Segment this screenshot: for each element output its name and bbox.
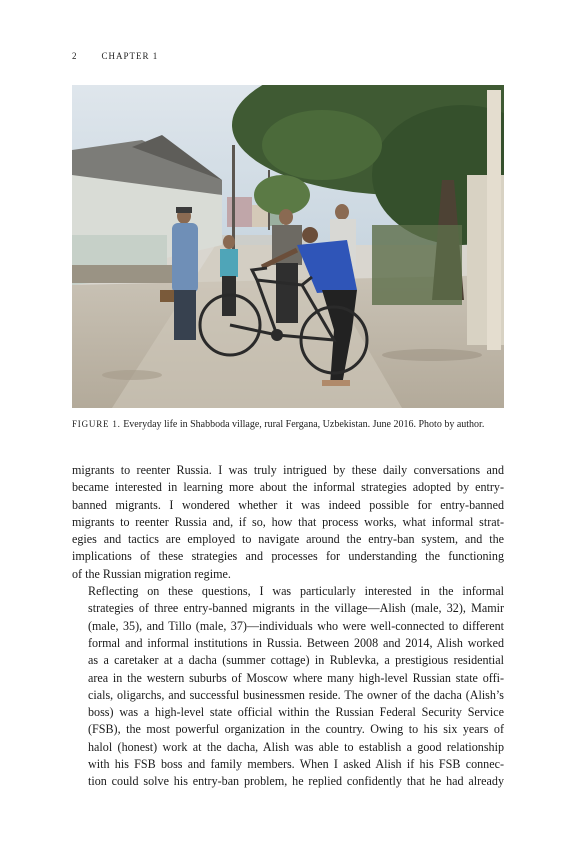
- text-line: strategies of three entry-banned migrants in the village—Alish (male, 32), Mamir: [88, 601, 504, 616]
- text-line: migrants to reenter Russia and, if so, how that process works, what informal strat-: [72, 514, 504, 529]
- text-line: implications of these strategies and processes for understanding the functioning: [72, 549, 504, 564]
- figure-caption: [72, 417, 504, 432]
- body-text: [72, 462, 504, 791]
- chapter-heading: CHAPTER 1: [101, 51, 159, 61]
- text-line: egies and tactics are employed to navigate around the entry-ban system, and the: [72, 532, 504, 547]
- figure-label: FIGURE 1.: [72, 419, 121, 429]
- figure-caption-text: Everyday life in Shabboda village, rural Fergana, Uzbekistan. June 2016. Photo by author.: [123, 419, 485, 430]
- text-line: tion could solve his entry-ban problem, he replied confidently that he had already: [88, 774, 504, 789]
- page-number: 2: [72, 51, 78, 61]
- text-line: Reflecting on these questions, I was particularly interested in the informal: [88, 584, 504, 599]
- text-line: formal and informal institutions in Russia. Between 2008 and 2014, Alish worked: [88, 635, 504, 650]
- text-line: became interested in learning more about the informal strategies adopted by entry-: [72, 480, 504, 495]
- text-line: (FSB), the most powerful organization in the country. Owing to his six years of: [88, 722, 504, 737]
- running-head: [72, 51, 158, 61]
- text-line: boss) was a high-level state official within the Russian Federal Security Service: [88, 705, 504, 720]
- text-line: area in the western suburbs of Moscow where many high-level Russian state offi-: [88, 670, 504, 685]
- text-line: (male, 35), and Tillo (male, 37)—individuals who were well-connected to different: [88, 618, 504, 633]
- paragraph: [72, 462, 504, 583]
- text-line: halol (honest) work at the dacha, Alish was able to establish a good relationship: [88, 739, 504, 754]
- text-line: with his FSB boss and family members. When I asked Alish if his FSB connec-: [88, 757, 504, 772]
- text-line: as a caretaker at a dacha (summer cottage) in Rublevka, a prestigious residential: [88, 653, 504, 668]
- text-line: of the Russian migration regime.: [72, 566, 231, 581]
- village-photo: [72, 85, 504, 408]
- text-line: banned migrants. I wondered whether it was indeed possible for entry-banned: [72, 497, 504, 512]
- text-line: cials, oligarchs, and successful businessmen reside. The owner of the dacha (Alish’s: [88, 687, 504, 702]
- text-line: migrants to reenter Russia. I was truly intrigued by these daily conversations and: [72, 463, 504, 477]
- paragraph: [72, 583, 504, 791]
